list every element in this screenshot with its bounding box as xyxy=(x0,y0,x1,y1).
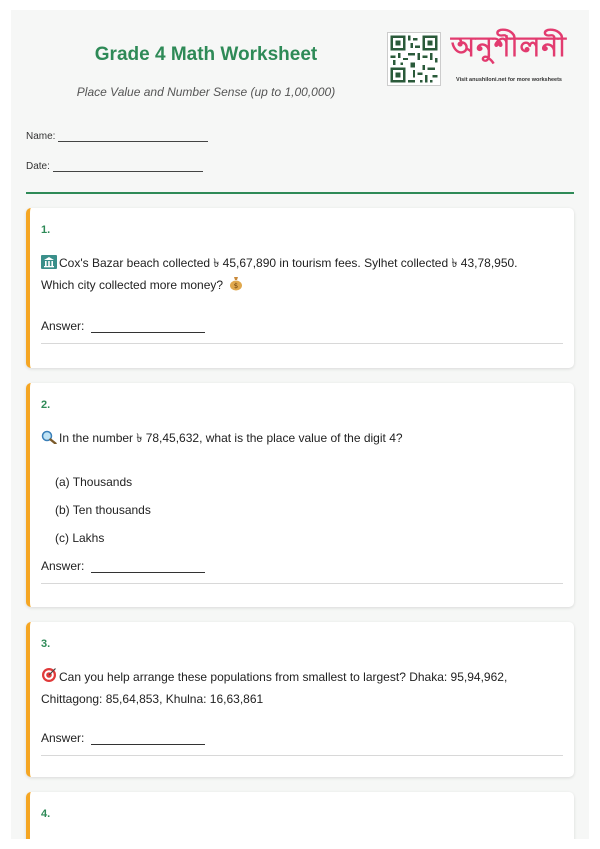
question-line-1: Cox's Bazar beach collected ৳ 45,67,890 in tourism fees. Sylhet collected ৳ 43,78,950. xyxy=(59,256,518,270)
answer-label: Answer: xyxy=(41,559,85,573)
option-b[interactable]: (b) Ten thousands xyxy=(55,503,151,517)
answer-rule xyxy=(41,343,563,344)
question-number: 3. xyxy=(41,638,51,650)
date-label: Date: xyxy=(26,161,50,172)
question-number: 4. xyxy=(41,808,51,820)
header-divider xyxy=(26,192,574,194)
money-bag-icon xyxy=(228,275,244,291)
question-card-1 xyxy=(26,208,574,368)
question-line-1: Can you help arrange these populations from smallest to largest? Dhaka: 95,94,962, xyxy=(59,670,508,684)
svg-text:$: $ xyxy=(234,282,239,290)
answer-line[interactable] xyxy=(91,563,205,573)
answer-line[interactable] xyxy=(91,735,205,745)
question-text xyxy=(41,427,561,449)
brand-logo[interactable] xyxy=(443,25,575,87)
logo-tagline: Visit anushiloni.net for more worksheets xyxy=(456,77,562,83)
answer-line[interactable] xyxy=(91,323,205,333)
option-c[interactable]: (c) Lakhs xyxy=(55,531,105,545)
worksheet-title: Grade 4 Math Worksheet xyxy=(94,44,318,65)
question-text xyxy=(41,666,561,710)
question-line-2: Which city collected more money? xyxy=(41,278,224,292)
answer-field[interactable] xyxy=(41,319,205,333)
qr-code-icon[interactable] xyxy=(387,32,441,86)
question-card-2 xyxy=(26,383,574,607)
worksheet-page xyxy=(11,10,589,839)
name-field[interactable] xyxy=(26,128,208,142)
question-line-2: Chittagong: 85,64,853, Khulna: 16,63,861 xyxy=(41,692,264,706)
logo-wordmark: অনুশীলনী xyxy=(450,30,568,63)
question-line-1: In the number ৳ 78,45,632, what is the place value of the digit 4? xyxy=(59,431,403,445)
date-field[interactable] xyxy=(26,158,208,172)
answer-rule xyxy=(41,755,563,756)
question-number: 1. xyxy=(41,224,51,236)
question-card-4 xyxy=(26,792,574,839)
worksheet-header xyxy=(11,10,589,99)
date-line[interactable] xyxy=(53,162,203,172)
name-label: Name: xyxy=(26,131,56,142)
question-text xyxy=(41,252,561,296)
question-number: 2. xyxy=(41,399,51,411)
magnifier-icon xyxy=(41,430,57,444)
answer-field[interactable] xyxy=(41,731,205,745)
target-icon xyxy=(41,667,57,683)
answer-rule xyxy=(41,583,563,584)
name-line[interactable] xyxy=(58,132,208,142)
option-a[interactable]: (a) Thousands xyxy=(55,475,133,489)
answer-label: Answer: xyxy=(41,319,85,333)
worksheet-subtitle: Place Value and Number Sense (up to 1,00,000) xyxy=(76,85,336,99)
question-card-3 xyxy=(26,622,574,777)
bank-icon xyxy=(41,255,57,269)
answer-label: Answer: xyxy=(41,731,85,745)
student-fields xyxy=(26,128,208,188)
answer-field[interactable] xyxy=(41,559,205,573)
